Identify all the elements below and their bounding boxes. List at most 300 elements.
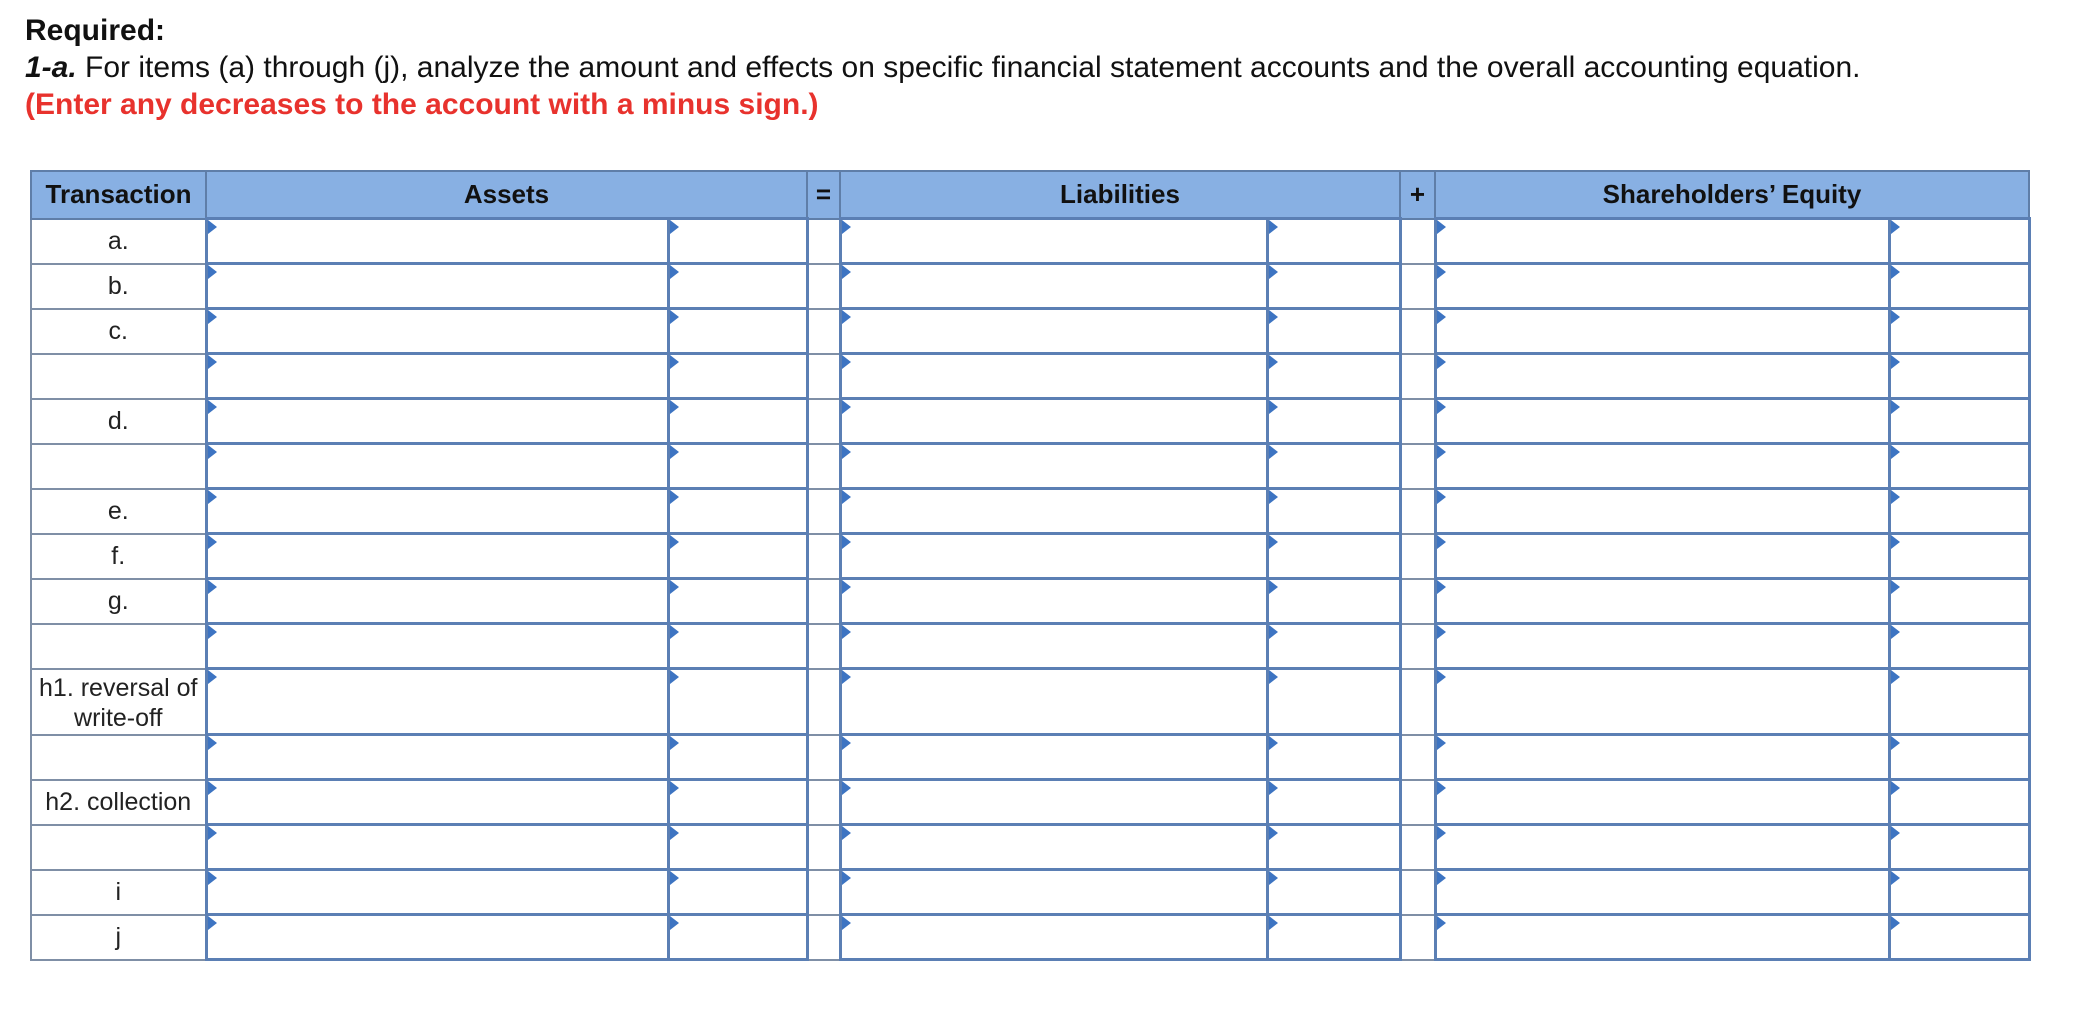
- equity-account-select-cell[interactable]: [1435, 264, 1889, 309]
- table-row: [31, 669, 2029, 735]
- assets-amount-input-cell[interactable]: [668, 399, 807, 444]
- equity-amount-input-cell[interactable]: [1889, 825, 2029, 870]
- liabilities-account-select-cell[interactable]: [840, 735, 1267, 780]
- equity-amount-input-cell[interactable]: [1889, 444, 2029, 489]
- assets-account-select-cell[interactable]: [206, 309, 668, 354]
- equity-account-select[interactable]: [1437, 625, 1888, 667]
- table-row: [31, 534, 2029, 579]
- assets-account-select[interactable]: [208, 220, 667, 262]
- equity-amount-input-cell[interactable]: [1889, 534, 2029, 579]
- liabilities-account-select[interactable]: [842, 220, 1266, 262]
- dropdown-indicator-icon: [842, 781, 851, 795]
- dropdown-indicator-icon: [670, 670, 679, 684]
- assets-amount-input-cell[interactable]: [668, 264, 807, 309]
- dropdown-indicator-icon: [208, 916, 217, 930]
- equity-amount-input-cell[interactable]: [1889, 399, 2029, 444]
- transaction-label: b.: [31, 264, 206, 309]
- operator-spacer: [1400, 735, 1435, 780]
- liabilities-account-select-cell[interactable]: [840, 399, 1267, 444]
- table-row: [31, 579, 2029, 624]
- dropdown-indicator-icon: [670, 781, 679, 795]
- transaction-label: h1. reversal of write-off: [31, 669, 206, 735]
- transaction-label: [31, 624, 206, 669]
- liabilities-amount-input[interactable]: [1269, 535, 1399, 577]
- liabilities-account-select-cell[interactable]: [840, 309, 1267, 354]
- equity-amount-input[interactable]: [1891, 580, 2028, 622]
- equity-account-select-cell[interactable]: [1435, 735, 1889, 780]
- assets-amount-input-cell[interactable]: [668, 489, 807, 534]
- dropdown-indicator-icon: [1437, 400, 1446, 414]
- header-plus: +: [1400, 171, 1435, 219]
- operator-spacer: [807, 309, 840, 354]
- dropdown-indicator-icon: [842, 355, 851, 369]
- item-number: 1-a.: [25, 51, 77, 84]
- dropdown-indicator-icon: [1891, 265, 1900, 279]
- equity-account-select-cell[interactable]: [1435, 669, 1889, 735]
- equity-amount-input[interactable]: [1891, 265, 2028, 307]
- assets-account-select-cell[interactable]: [206, 219, 668, 264]
- dropdown-indicator-icon: [208, 871, 217, 885]
- assets-amount-input-cell[interactable]: [668, 780, 807, 825]
- dropdown-indicator-icon: [842, 400, 851, 414]
- equity-amount-input-cell[interactable]: [1889, 489, 2029, 534]
- liabilities-account-select-cell[interactable]: [840, 534, 1267, 579]
- liabilities-amount-input-cell[interactable]: [1267, 915, 1400, 960]
- assets-account-select-cell[interactable]: [206, 354, 668, 399]
- dropdown-indicator-icon: [208, 490, 217, 504]
- equity-amount-input[interactable]: [1891, 220, 2028, 262]
- liabilities-account-select[interactable]: [842, 580, 1266, 622]
- assets-account-select[interactable]: [208, 265, 667, 307]
- assets-account-select[interactable]: [208, 580, 667, 622]
- dropdown-indicator-icon: [670, 355, 679, 369]
- operator-spacer: [807, 579, 840, 624]
- liabilities-account-select-cell[interactable]: [840, 624, 1267, 669]
- liabilities-account-select[interactable]: [842, 310, 1266, 352]
- liabilities-amount-input[interactable]: [1269, 625, 1399, 667]
- liabilities-account-select-cell[interactable]: [840, 219, 1267, 264]
- assets-amount-input-cell[interactable]: [668, 579, 807, 624]
- assets-amount-input-cell[interactable]: [668, 825, 807, 870]
- liabilities-account-select[interactable]: [842, 670, 1266, 733]
- assets-account-select-cell[interactable]: [206, 264, 668, 309]
- liabilities-account-select[interactable]: [842, 625, 1266, 667]
- dropdown-indicator-icon: [1437, 310, 1446, 324]
- liabilities-amount-input[interactable]: [1269, 310, 1399, 352]
- assets-account-select-cell[interactable]: [206, 624, 668, 669]
- liabilities-amount-input[interactable]: [1269, 355, 1399, 397]
- operator-spacer: [1400, 870, 1435, 915]
- equity-account-select-cell[interactable]: [1435, 489, 1889, 534]
- dropdown-indicator-icon: [842, 826, 851, 840]
- liabilities-account-select-cell[interactable]: [840, 354, 1267, 399]
- liabilities-amount-input-cell[interactable]: [1267, 354, 1400, 399]
- liabilities-amount-input-cell[interactable]: [1267, 825, 1400, 870]
- assets-amount-input[interactable]: [670, 400, 806, 442]
- equity-account-select-cell[interactable]: [1435, 624, 1889, 669]
- equity-account-select-cell[interactable]: [1435, 915, 1889, 960]
- required-label: Required:: [25, 14, 166, 47]
- transaction-label: d.: [31, 399, 206, 444]
- liabilities-amount-input-cell[interactable]: [1267, 219, 1400, 264]
- assets-amount-input[interactable]: [670, 310, 806, 352]
- dropdown-indicator-icon: [1269, 736, 1278, 750]
- assets-account-select[interactable]: [208, 736, 667, 778]
- operator-spacer: [1400, 780, 1435, 825]
- equity-account-select[interactable]: [1437, 736, 1888, 778]
- equity-account-select[interactable]: [1437, 535, 1888, 577]
- table-row: [31, 264, 2029, 309]
- operator-spacer: [1400, 399, 1435, 444]
- dropdown-indicator-icon: [1891, 400, 1900, 414]
- dropdown-indicator-icon: [1269, 826, 1278, 840]
- liabilities-account-select[interactable]: [842, 445, 1266, 487]
- dropdown-indicator-icon: [1269, 580, 1278, 594]
- equity-amount-input[interactable]: [1891, 535, 2028, 577]
- dropdown-indicator-icon: [1891, 736, 1900, 750]
- assets-amount-input[interactable]: [670, 670, 806, 733]
- assets-account-select[interactable]: [208, 871, 667, 913]
- operator-spacer: [1400, 534, 1435, 579]
- instruction-text: [25, 49, 1925, 123]
- equity-account-select[interactable]: [1437, 916, 1888, 958]
- dropdown-indicator-icon: [1437, 916, 1446, 930]
- equity-amount-input[interactable]: [1891, 625, 2028, 667]
- equity-amount-input-cell[interactable]: [1889, 624, 2029, 669]
- equity-account-select[interactable]: [1437, 781, 1888, 823]
- assets-account-select[interactable]: [208, 826, 667, 868]
- liabilities-account-select[interactable]: [842, 871, 1266, 913]
- dropdown-indicator-icon: [842, 736, 851, 750]
- equity-amount-input-cell[interactable]: [1889, 309, 2029, 354]
- dropdown-indicator-icon: [208, 781, 217, 795]
- dropdown-indicator-icon: [670, 445, 679, 459]
- liabilities-account-select[interactable]: [842, 490, 1266, 532]
- equity-amount-input-cell[interactable]: [1889, 735, 2029, 780]
- operator-spacer: [807, 735, 840, 780]
- operator-spacer: [807, 219, 840, 264]
- liabilities-amount-input-cell[interactable]: [1267, 579, 1400, 624]
- dropdown-indicator-icon: [1891, 781, 1900, 795]
- equity-account-select[interactable]: [1437, 826, 1888, 868]
- dropdown-indicator-icon: [208, 400, 217, 414]
- table-row: [31, 825, 2029, 870]
- assets-amount-input[interactable]: [670, 220, 806, 262]
- assets-account-select-cell[interactable]: [206, 489, 668, 534]
- equity-account-select-cell[interactable]: [1435, 399, 1889, 444]
- dropdown-indicator-icon: [208, 355, 217, 369]
- table-row: [31, 219, 2029, 264]
- dropdown-indicator-icon: [1891, 916, 1900, 930]
- liabilities-account-select[interactable]: [842, 781, 1266, 823]
- dropdown-indicator-icon: [1437, 625, 1446, 639]
- liabilities-account-select[interactable]: [842, 736, 1266, 778]
- assets-account-select-cell[interactable]: [206, 825, 668, 870]
- liabilities-account-select-cell[interactable]: [840, 669, 1267, 735]
- assets-amount-input[interactable]: [670, 490, 806, 532]
- assets-amount-input[interactable]: [670, 781, 806, 823]
- transaction-label: c.: [31, 309, 206, 354]
- assets-amount-input-cell[interactable]: [668, 309, 807, 354]
- liabilities-amount-input[interactable]: [1269, 220, 1399, 262]
- dropdown-indicator-icon: [1269, 625, 1278, 639]
- assets-amount-input[interactable]: [670, 355, 806, 397]
- table-row: [31, 444, 2029, 489]
- dropdown-indicator-icon: [670, 871, 679, 885]
- liabilities-account-select-cell[interactable]: [840, 489, 1267, 534]
- liabilities-amount-input[interactable]: [1269, 265, 1399, 307]
- equity-account-select[interactable]: [1437, 400, 1888, 442]
- equity-amount-input-cell[interactable]: [1889, 264, 2029, 309]
- equity-amount-input[interactable]: [1891, 490, 2028, 532]
- operator-spacer: [1400, 489, 1435, 534]
- liabilities-amount-input-cell[interactable]: [1267, 399, 1400, 444]
- assets-account-select[interactable]: [208, 490, 667, 532]
- liabilities-account-select-cell[interactable]: [840, 915, 1267, 960]
- header-assets: Assets: [206, 171, 807, 219]
- operator-spacer: [807, 399, 840, 444]
- equity-amount-input[interactable]: [1891, 445, 2028, 487]
- equity-amount-input[interactable]: [1891, 781, 2028, 823]
- liabilities-account-select[interactable]: [842, 535, 1266, 577]
- assets-account-select-cell[interactable]: [206, 915, 668, 960]
- dropdown-indicator-icon: [1891, 871, 1900, 885]
- assets-account-select[interactable]: [208, 355, 667, 397]
- assets-account-select[interactable]: [208, 916, 667, 958]
- assets-amount-input[interactable]: [670, 826, 806, 868]
- operator-spacer: [807, 915, 840, 960]
- dropdown-indicator-icon: [1269, 265, 1278, 279]
- equity-account-select-cell[interactable]: [1435, 354, 1889, 399]
- liabilities-account-select[interactable]: [842, 400, 1266, 442]
- liabilities-amount-input[interactable]: [1269, 871, 1399, 913]
- transaction-label: e.: [31, 489, 206, 534]
- liabilities-amount-input[interactable]: [1269, 781, 1399, 823]
- dropdown-indicator-icon: [1269, 310, 1278, 324]
- operator-spacer: [807, 780, 840, 825]
- liabilities-amount-input[interactable]: [1269, 580, 1399, 622]
- liabilities-amount-input-cell[interactable]: [1267, 735, 1400, 780]
- liabilities-amount-input[interactable]: [1269, 400, 1399, 442]
- dropdown-indicator-icon: [208, 670, 217, 684]
- dropdown-indicator-icon: [208, 265, 217, 279]
- liabilities-amount-input[interactable]: [1269, 736, 1399, 778]
- equity-account-select[interactable]: [1437, 310, 1888, 352]
- dropdown-indicator-icon: [208, 580, 217, 594]
- equity-amount-input[interactable]: [1891, 310, 2028, 352]
- operator-spacer: [807, 534, 840, 579]
- dropdown-indicator-icon: [670, 265, 679, 279]
- equity-amount-input-cell[interactable]: [1889, 870, 2029, 915]
- assets-amount-input-cell[interactable]: [668, 624, 807, 669]
- liabilities-account-select-cell[interactable]: [840, 870, 1267, 915]
- liabilities-amount-input-cell[interactable]: [1267, 309, 1400, 354]
- liabilities-account-select[interactable]: [842, 916, 1266, 958]
- dropdown-indicator-icon: [1269, 220, 1278, 234]
- equity-account-select-cell[interactable]: [1435, 444, 1889, 489]
- dropdown-indicator-icon: [1891, 670, 1900, 684]
- dropdown-indicator-icon: [842, 580, 851, 594]
- equity-amount-input-cell[interactable]: [1889, 669, 2029, 735]
- liabilities-amount-input[interactable]: [1269, 490, 1399, 532]
- assets-amount-input[interactable]: [670, 871, 806, 913]
- operator-spacer: [807, 354, 840, 399]
- liabilities-account-select-cell[interactable]: [840, 579, 1267, 624]
- equity-account-select-cell[interactable]: [1435, 579, 1889, 624]
- assets-account-select-cell[interactable]: [206, 669, 668, 735]
- assets-account-select-cell[interactable]: [206, 534, 668, 579]
- dropdown-indicator-icon: [1891, 490, 1900, 504]
- assets-amount-input-cell[interactable]: [668, 354, 807, 399]
- liabilities-amount-input-cell[interactable]: [1267, 444, 1400, 489]
- assets-account-select[interactable]: [208, 670, 667, 733]
- decrease-note: (Enter any decreases to the account with a minus sign.): [25, 88, 819, 121]
- assets-amount-input-cell[interactable]: [668, 735, 807, 780]
- assets-amount-input[interactable]: [670, 535, 806, 577]
- liabilities-amount-input[interactable]: [1269, 826, 1399, 868]
- table-row: [31, 489, 2029, 534]
- assets-account-select-cell[interactable]: [206, 579, 668, 624]
- operator-spacer: [1400, 354, 1435, 399]
- assets-amount-input-cell[interactable]: [668, 669, 807, 735]
- operator-spacer: [807, 870, 840, 915]
- equity-account-select-cell[interactable]: [1435, 825, 1889, 870]
- dropdown-indicator-icon: [1437, 826, 1446, 840]
- liabilities-amount-input-cell[interactable]: [1267, 489, 1400, 534]
- dropdown-indicator-icon: [1437, 580, 1446, 594]
- assets-account-select[interactable]: [208, 400, 667, 442]
- equity-account-select[interactable]: [1437, 445, 1888, 487]
- assets-account-select[interactable]: [208, 310, 667, 352]
- liabilities-account-select[interactable]: [842, 355, 1266, 397]
- liabilities-account-select-cell[interactable]: [840, 444, 1267, 489]
- assets-account-select-cell[interactable]: [206, 444, 668, 489]
- assets-account-select-cell[interactable]: [206, 735, 668, 780]
- assets-amount-input[interactable]: [670, 265, 806, 307]
- equity-account-select[interactable]: [1437, 265, 1888, 307]
- dropdown-indicator-icon: [842, 445, 851, 459]
- dropdown-indicator-icon: [1891, 355, 1900, 369]
- equity-amount-input[interactable]: [1891, 670, 2028, 733]
- assets-amount-input[interactable]: [670, 625, 806, 667]
- assets-account-select-cell[interactable]: [206, 870, 668, 915]
- dropdown-indicator-icon: [842, 310, 851, 324]
- liabilities-account-select-cell[interactable]: [840, 825, 1267, 870]
- header-equity: Shareholders’ Equity: [1435, 171, 2029, 219]
- liabilities-amount-input-cell[interactable]: [1267, 624, 1400, 669]
- liabilities-amount-input-cell[interactable]: [1267, 534, 1400, 579]
- assets-account-select[interactable]: [208, 535, 667, 577]
- operator-spacer: [1400, 579, 1435, 624]
- dropdown-indicator-icon: [1891, 826, 1900, 840]
- transaction-label: [31, 825, 206, 870]
- assets-account-select[interactable]: [208, 625, 667, 667]
- equity-amount-input[interactable]: [1891, 736, 2028, 778]
- equity-amount-input[interactable]: [1891, 355, 2028, 397]
- liabilities-account-select-cell[interactable]: [840, 264, 1267, 309]
- equity-amount-input-cell[interactable]: [1889, 354, 2029, 399]
- assets-amount-input[interactable]: [670, 580, 806, 622]
- assets-account-select[interactable]: [208, 781, 667, 823]
- liabilities-account-select-cell[interactable]: [840, 780, 1267, 825]
- assets-amount-input[interactable]: [670, 916, 806, 958]
- liabilities-amount-input[interactable]: [1269, 670, 1399, 733]
- table-row: [31, 309, 2029, 354]
- header-equals: =: [807, 171, 840, 219]
- dropdown-indicator-icon: [208, 220, 217, 234]
- equity-amount-input-cell[interactable]: [1889, 780, 2029, 825]
- transaction-label: [31, 354, 206, 399]
- liabilities-amount-input[interactable]: [1269, 916, 1399, 958]
- assets-account-select-cell[interactable]: [206, 780, 668, 825]
- dropdown-indicator-icon: [842, 871, 851, 885]
- equity-account-select[interactable]: [1437, 490, 1888, 532]
- equity-account-select[interactable]: [1437, 355, 1888, 397]
- equity-account-select[interactable]: [1437, 220, 1888, 262]
- liabilities-amount-input-cell[interactable]: [1267, 780, 1400, 825]
- equity-account-select[interactable]: [1437, 580, 1888, 622]
- equity-amount-input[interactable]: [1891, 826, 2028, 868]
- transaction-label: i: [31, 870, 206, 915]
- dropdown-indicator-icon: [1891, 220, 1900, 234]
- equity-amount-input[interactable]: [1891, 916, 2028, 958]
- liabilities-account-select[interactable]: [842, 265, 1266, 307]
- equity-amount-input-cell[interactable]: [1889, 219, 2029, 264]
- operator-spacer: [1400, 915, 1435, 960]
- dropdown-indicator-icon: [1437, 490, 1446, 504]
- equity-account-select-cell[interactable]: [1435, 219, 1889, 264]
- equity-amount-input-cell[interactable]: [1889, 579, 2029, 624]
- assets-amount-input[interactable]: [670, 445, 806, 487]
- transaction-label: f.: [31, 534, 206, 579]
- dropdown-indicator-icon: [842, 535, 851, 549]
- table-row: [31, 735, 2029, 780]
- liabilities-amount-input-cell[interactable]: [1267, 264, 1400, 309]
- operator-spacer: [807, 444, 840, 489]
- assets-amount-input-cell[interactable]: [668, 915, 807, 960]
- assets-amount-input-cell[interactable]: [668, 870, 807, 915]
- assets-account-select[interactable]: [208, 445, 667, 487]
- table-row: [31, 915, 2029, 960]
- equity-amount-input[interactable]: [1891, 400, 2028, 442]
- liabilities-account-select[interactable]: [842, 826, 1266, 868]
- dropdown-indicator-icon: [1437, 535, 1446, 549]
- equity-account-select-cell[interactable]: [1435, 870, 1889, 915]
- liabilities-amount-input-cell[interactable]: [1267, 669, 1400, 735]
- assets-amount-input-cell[interactable]: [668, 444, 807, 489]
- equity-account-select-cell[interactable]: [1435, 780, 1889, 825]
- assets-amount-input-cell[interactable]: [668, 219, 807, 264]
- equity-account-select[interactable]: [1437, 670, 1888, 733]
- dropdown-indicator-icon: [842, 490, 851, 504]
- equity-account-select-cell[interactable]: [1435, 309, 1889, 354]
- instructions: [25, 12, 1925, 123]
- operator-spacer: [807, 669, 840, 735]
- equity-account-select[interactable]: [1437, 871, 1888, 913]
- equity-account-select-cell[interactable]: [1435, 534, 1889, 579]
- dropdown-indicator-icon: [670, 220, 679, 234]
- dropdown-indicator-icon: [1437, 445, 1446, 459]
- equity-amount-input-cell[interactable]: [1889, 915, 2029, 960]
- assets-account-select-cell[interactable]: [206, 399, 668, 444]
- liabilities-amount-input-cell[interactable]: [1267, 870, 1400, 915]
- equity-amount-input[interactable]: [1891, 871, 2028, 913]
- liabilities-amount-input[interactable]: [1269, 445, 1399, 487]
- assets-amount-input-cell[interactable]: [668, 534, 807, 579]
- dropdown-indicator-icon: [1437, 220, 1446, 234]
- assets-amount-input[interactable]: [670, 736, 806, 778]
- dropdown-indicator-icon: [1891, 580, 1900, 594]
